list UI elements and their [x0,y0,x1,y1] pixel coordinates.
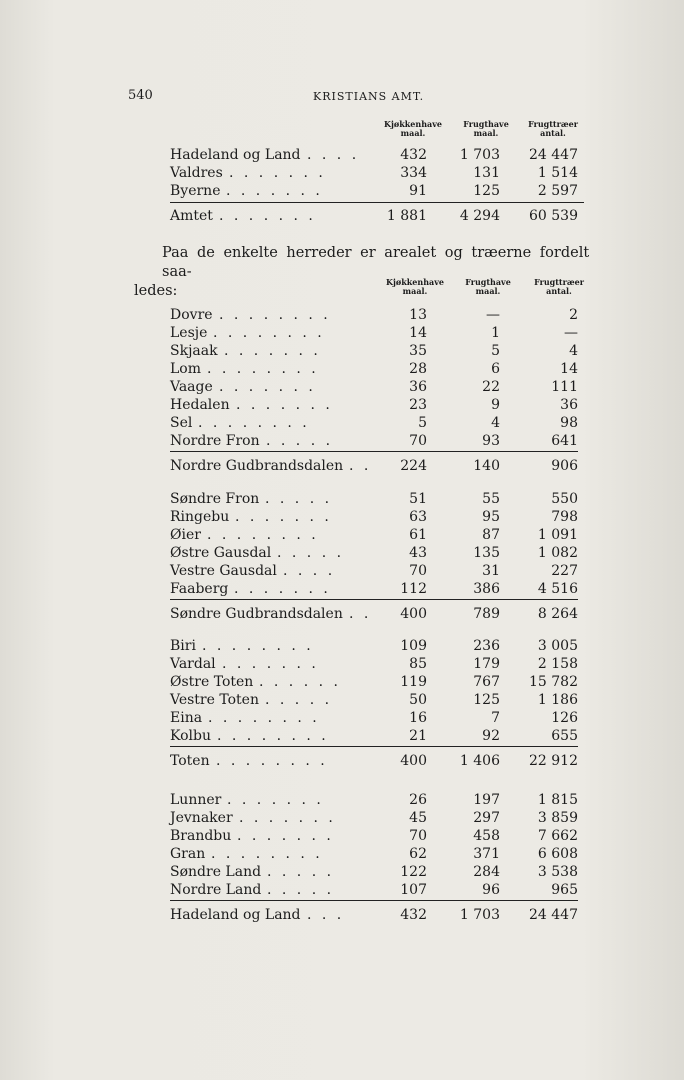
col-head-line: Frugthave [463,119,509,129]
row-name: Dovre [170,307,213,323]
col-head-line: maal. [475,286,501,296]
row-name: Ringebu [170,509,230,525]
leader-dots: . . . . . . . [219,379,316,395]
value-kjokkenhave: 45 [409,810,427,826]
value-frugttraer: 1 815 [537,792,578,808]
leader-dots: . . . . . . . . [208,710,320,726]
leader-dots: . . . . . . [259,674,341,690]
total-rule [170,746,578,747]
value-frugthave: 9 [491,397,500,413]
value-frugttraer: 24 447 [529,147,578,163]
row-name: Valdres [170,165,223,181]
value-frugthave: 95 [482,509,500,525]
page-number: 540 [128,88,153,103]
row-name: Toten [170,753,210,769]
table-row [170,342,580,360]
table-row [170,863,580,881]
leader-dots: . . . . . [267,882,335,898]
row-name: Faaberg [170,581,229,597]
value-frugthave: 96 [482,882,500,898]
value-kjokkenhave: 70 [409,828,427,844]
table-row [170,580,580,598]
leader-dots: . . . . . [265,692,333,708]
value-frugthave: 386 [473,581,500,597]
row-name: Søndre Fron [170,491,260,507]
value-kjokkenhave: 400 [400,606,427,622]
value-frugthave: 93 [482,433,500,449]
value-frugttraer: 98 [560,415,578,431]
table-row [170,207,580,225]
total-rule [170,202,584,203]
table-row [170,673,580,691]
row-name: Byerne [170,183,221,199]
value-kjokkenhave: 50 [409,692,427,708]
value-frugthave: 131 [473,165,500,181]
value-frugthave: 197 [473,792,500,808]
table-row [170,544,580,562]
value-frugthave: 6 [491,361,500,377]
row-name: Nordre Gudbrandsdalen [170,458,344,474]
value-frugttraer: — [564,325,578,341]
col-head-frugthave [454,120,518,138]
value-frugttraer: 1 082 [537,545,578,561]
col-head-kjokkenhave [372,278,458,296]
value-frugttraer: 60 539 [529,208,578,224]
value-frugthave: 4 294 [459,208,500,224]
row-name: Vestre Gausdal [170,563,277,579]
value-frugthave: 55 [482,491,500,507]
row-name: Nordre Fron [170,433,260,449]
table-row [170,691,580,709]
value-frugttraer: 1 091 [537,527,578,543]
value-frugttraer: 36 [560,397,578,413]
table-row [170,562,580,580]
value-kjokkenhave: 91 [409,183,427,199]
running-title: KRISTIANS AMT. [313,90,425,103]
table-row [170,845,580,863]
leader-dots: . . . . . . . . [217,728,329,744]
value-frugthave: 125 [473,692,500,708]
value-kjokkenhave: 21 [409,728,427,744]
value-kjokkenhave: 43 [409,545,427,561]
value-frugttraer: 550 [551,491,578,507]
value-frugthave: 179 [473,656,500,672]
value-frugthave: 1 703 [459,147,500,163]
col-head-line: maal. [402,286,428,296]
value-frugttraer: 655 [551,728,578,744]
value-frugttraer: 14 [560,361,578,377]
table-row [170,432,580,450]
value-frugttraer: 2 597 [537,183,578,199]
row-name: Hadeland og Land [170,907,301,923]
value-frugttraer: 7 662 [537,828,578,844]
table-row [170,526,580,544]
value-frugthave: 767 [473,674,500,690]
value-frugthave: 297 [473,810,500,826]
table-row [170,906,580,924]
table-row [170,414,580,432]
table-row [170,881,580,899]
value-frugthave: 789 [473,606,500,622]
col-head-line: maal. [473,128,499,138]
value-frugthave: 1 [491,325,500,341]
value-frugttraer: 3 859 [537,810,578,826]
value-frugthave: 284 [473,864,500,880]
row-name: Hadeland og Land [170,147,301,163]
row-name: Hedalen [170,397,230,413]
table-row [170,164,580,182]
leader-dots: . . . . . . . . [216,753,328,769]
value-frugthave: 5 [491,343,500,359]
value-kjokkenhave: 14 [409,325,427,341]
row-name: Vestre Toten [170,692,259,708]
leader-dots: . . . . [307,147,360,163]
value-frugttraer: 641 [551,433,578,449]
leader-dots: . . . . . . . [235,509,332,525]
value-frugttraer: 1 514 [537,165,578,181]
value-frugttraer: 227 [551,563,578,579]
value-frugttraer: 126 [551,710,578,726]
leader-dots: . . [349,606,372,622]
leader-dots: . . . . . . . [236,397,333,413]
value-frugthave: 236 [473,638,500,654]
table-row [170,457,580,475]
table-row [170,146,580,164]
row-name: Lom [170,361,202,377]
page-header [128,88,588,108]
value-frugthave: 31 [482,563,500,579]
leader-dots: . . . . . . . [227,792,324,808]
value-kjokkenhave: 334 [400,165,427,181]
table-row [170,490,580,508]
table-row [170,605,580,623]
value-kjokkenhave: 432 [400,147,427,163]
col-head-line: Frugttræer [534,277,584,287]
leader-dots: . . . . . [265,491,333,507]
row-name: Skjaak [170,343,218,359]
table-row [170,182,580,200]
value-frugttraer: 906 [551,458,578,474]
leader-dots: . . . . . . . . [213,325,325,341]
leader-dots: . . . . . . . . [207,361,319,377]
table-row [170,324,580,342]
row-name: Vardal [170,656,216,672]
paragraph-line: Paa de enkelte herreder er arealet og træerne fordelt saa- [162,245,590,280]
value-kjokkenhave: 63 [409,509,427,525]
value-frugttraer: 2 158 [537,656,578,672]
value-frugthave: — [486,307,500,323]
value-frugthave: 458 [473,828,500,844]
leader-dots: . . . . . . . [239,810,336,826]
table-row [170,306,580,324]
table-row [170,396,580,414]
row-name: Østre Toten [170,674,254,690]
value-frugttraer: 24 447 [529,907,578,923]
table-row [170,655,580,673]
value-kjokkenhave: 432 [400,907,427,923]
value-kjokkenhave: 62 [409,846,427,862]
leader-dots: . . . . . . . [219,208,316,224]
leader-dots: . . [349,458,372,474]
value-frugthave: 87 [482,527,500,543]
value-frugthave: 125 [473,183,500,199]
value-frugthave: 1 406 [459,753,500,769]
leader-dots: . . . . . . . . [202,638,314,654]
col-head-line: maal. [400,128,426,138]
total-rule [170,599,578,600]
row-name: Brandbu [170,828,232,844]
leader-dots: . . . . . . . [222,656,319,672]
value-kjokkenhave: 109 [400,638,427,654]
row-name: Øier [170,527,201,543]
row-name: Søndre Gudbrandsdalen [170,606,343,622]
value-frugttraer: 3 538 [537,864,578,880]
leader-dots: . . . . . . . . [219,307,331,323]
row-name: Lesje [170,325,208,341]
value-frugttraer: 3 005 [537,638,578,654]
row-name: Sel [170,415,193,431]
table-row [170,752,580,770]
leader-dots: . . . . . . . [226,183,323,199]
row-name: Kolbu [170,728,211,744]
value-frugthave: 371 [473,846,500,862]
value-kjokkenhave: 1 881 [386,208,427,224]
leader-dots: . . . . [283,563,336,579]
leader-dots: . . . . . . . . [198,415,310,431]
value-kjokkenhave: 35 [409,343,427,359]
value-frugthave: 4 [491,415,500,431]
value-frugthave: 135 [473,545,500,561]
value-frugthave: 22 [482,379,500,395]
value-frugthave: 92 [482,728,500,744]
value-frugttraer: 1 186 [537,692,578,708]
value-frugttraer: 22 912 [529,753,578,769]
value-frugttraer: 798 [551,509,578,525]
value-kjokkenhave: 36 [409,379,427,395]
leader-dots: . . . . . . . [229,165,326,181]
table-row [170,709,580,727]
value-kjokkenhave: 61 [409,527,427,543]
value-kjokkenhave: 70 [409,563,427,579]
leader-dots: . . . [307,907,345,923]
value-frugttraer: 8 264 [537,606,578,622]
value-kjokkenhave: 400 [400,753,427,769]
col-head-frugttraer [518,120,588,138]
total-rule [170,900,578,901]
value-kjokkenhave: 119 [400,674,427,690]
leader-dots: . . . . . [266,433,334,449]
value-kjokkenhave: 16 [409,710,427,726]
value-kjokkenhave: 5 [418,415,427,431]
col-head-line: Kjøkkenhave [386,277,444,287]
value-frugttraer: 4 516 [537,581,578,597]
table-row [170,378,580,396]
value-frugttraer: 6 608 [537,846,578,862]
value-frugthave: 1 703 [459,907,500,923]
value-kjokkenhave: 28 [409,361,427,377]
table-row [170,508,580,526]
col-head-line: Kjøkkenhave [384,119,442,129]
value-kjokkenhave: 13 [409,307,427,323]
value-frugttraer: 4 [569,343,578,359]
row-name: Amtet [170,208,213,224]
leader-dots: . . . . . . . [234,581,331,597]
value-kjokkenhave: 23 [409,397,427,413]
row-name: Østre Gausdal [170,545,272,561]
col-head-line: antal. [546,286,572,296]
value-kjokkenhave: 122 [400,864,427,880]
col-head-line: Frugttræer [528,119,578,129]
row-name: Nordre Land [170,882,262,898]
table-row [170,809,580,827]
value-frugthave: 140 [473,458,500,474]
value-kjokkenhave: 107 [400,882,427,898]
table-row [170,827,580,845]
leader-dots: . . . . . . . [224,343,321,359]
value-frugttraer: 965 [551,882,578,898]
leader-dots: . . . . . [267,864,335,880]
col-head-line: Frugthave [465,277,511,287]
value-kjokkenhave: 26 [409,792,427,808]
row-name: Eina [170,710,203,726]
row-name: Søndre Land [170,864,262,880]
value-frugthave: 7 [491,710,500,726]
row-name: Jevnaker [170,810,233,826]
value-kjokkenhave: 85 [409,656,427,672]
col-head-frugthave [456,278,520,296]
paragraph-line: ledes: [134,283,178,299]
table-row [170,727,580,745]
row-name: Biri [170,638,196,654]
row-name: Vaage [170,379,213,395]
table-row [170,791,580,809]
row-name: Gran [170,846,206,862]
col-head-kjokkenhave [370,120,456,138]
value-kjokkenhave: 224 [400,458,427,474]
value-frugttraer: 2 [569,307,578,323]
row-name: Lunner [170,792,222,808]
value-frugttraer: 111 [551,379,578,395]
value-frugttraer: 15 782 [529,674,578,690]
table-row [170,637,580,655]
table-row [170,360,580,378]
total-rule [170,451,578,452]
value-kjokkenhave: 51 [409,491,427,507]
leader-dots: . . . . . [277,545,345,561]
leader-dots: . . . . . . . [237,828,334,844]
leader-dots: . . . . . . . . [207,527,319,543]
value-kjokkenhave: 112 [400,581,427,597]
value-kjokkenhave: 70 [409,433,427,449]
leader-dots: . . . . . . . . [211,846,323,862]
col-head-line: antal. [540,128,566,138]
col-head-frugttraer [524,278,594,296]
